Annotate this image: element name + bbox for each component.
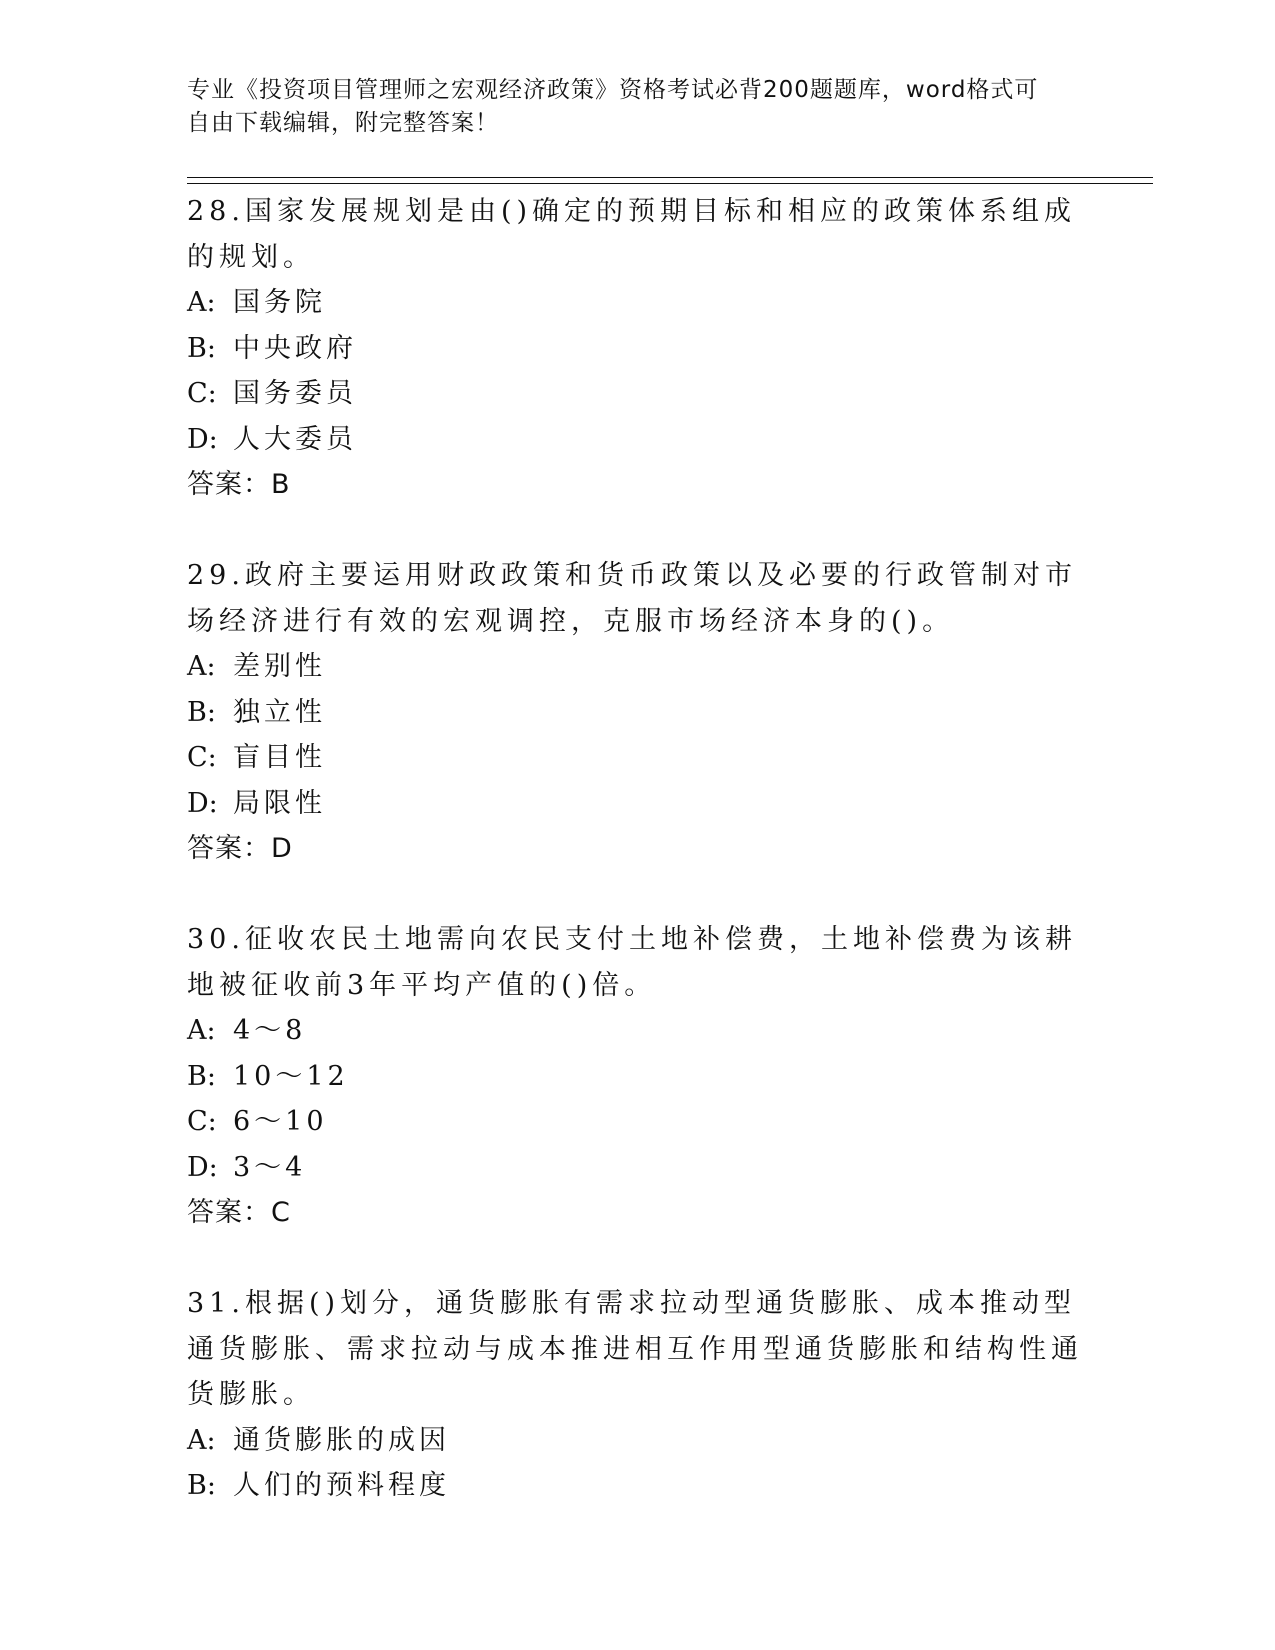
option-label: C: <box>187 742 217 773</box>
question-list <box>187 189 1087 1509</box>
question-31 <box>187 1281 1087 1509</box>
option-a <box>187 1008 1087 1054</box>
option-text: 10～12 <box>233 1060 349 1092</box>
option-label: C: <box>187 1106 217 1137</box>
option-d <box>187 1145 1087 1191</box>
option-text: 4～8 <box>233 1015 307 1046</box>
question-spacer <box>187 508 1087 554</box>
option-d <box>187 417 1087 463</box>
option-text: 6～10 <box>233 1106 328 1137</box>
option-b <box>187 326 1087 372</box>
option-c <box>187 371 1087 417</box>
question-stem: 30.征收农民土地需向农民支付土地补偿费，土地补偿费为该耕地被征收前3年平均产值的()倍。 <box>187 924 1077 1001</box>
option-label: B: <box>187 332 216 364</box>
option-a <box>187 1418 1087 1464</box>
option-label: B: <box>187 1060 216 1092</box>
question-28 <box>187 189 1087 508</box>
option-label: D: <box>187 1151 218 1183</box>
answer-line: 答案：B <box>187 469 291 500</box>
option-text: 国务委员 <box>233 378 357 409</box>
option-text: 盲目性 <box>233 742 326 773</box>
option-b <box>187 1463 1087 1509</box>
option-label: A: <box>187 651 216 682</box>
option-text: 人们的预料程度 <box>233 1470 450 1501</box>
option-text: 人大委员 <box>233 423 357 455</box>
question-29 <box>187 553 1087 872</box>
question-stem: 31.根据()划分，通货膨胀有需求拉动型通货膨胀、成本推动型通货膨胀、需求拉动与成本推进相互作用型通货膨胀和结构性通货膨胀。 <box>187 1288 1083 1410</box>
option-a <box>187 644 1087 690</box>
option-c <box>187 1099 1087 1145</box>
header-rule-bottom <box>187 183 1153 184</box>
option-text: 局限性 <box>233 787 326 819</box>
option-label: D: <box>187 787 218 819</box>
option-text: 中央政府 <box>233 332 357 364</box>
answer-line: 答案：D <box>187 833 293 864</box>
option-d <box>187 781 1087 827</box>
question-30 <box>187 917 1087 1236</box>
question-stem: 29.政府主要运用财政政策和货币政策以及必要的行政管制对市场经济进行有效的宏观调控，克服市场经济本身的()。 <box>187 560 1077 637</box>
option-text: 3～4 <box>233 1151 307 1183</box>
question-spacer <box>187 1236 1087 1282</box>
question-spacer <box>187 872 1087 918</box>
answer-line: 答案：C <box>187 1197 291 1228</box>
header-line-1: 专业《投资项目管理师之宏观经济政策》资格考试必背200题题库，word格式可 <box>187 77 1039 103</box>
option-text: 独立性 <box>233 696 326 728</box>
option-label: B: <box>187 696 216 728</box>
option-c <box>187 735 1087 781</box>
option-a <box>187 280 1087 326</box>
option-label: C: <box>187 378 217 409</box>
header-line-2: 自由下载编辑，附完整答案！ <box>187 110 499 136</box>
option-label: A: <box>187 1424 216 1456</box>
header-rule-top <box>187 177 1153 178</box>
option-text: 国务院 <box>233 287 326 318</box>
option-label: A: <box>187 1015 216 1046</box>
option-b <box>187 1054 1087 1100</box>
option-label: B: <box>187 1470 216 1501</box>
option-label: D: <box>187 423 218 455</box>
option-label: A: <box>187 287 216 318</box>
option-b <box>187 690 1087 736</box>
question-stem: 28.国家发展规划是由()确定的预期目标和相应的政策体系组成的规划。 <box>187 196 1077 273</box>
option-text: 通货膨胀的成因 <box>233 1424 450 1456</box>
document-header <box>187 74 1067 140</box>
option-text: 差别性 <box>233 651 326 682</box>
